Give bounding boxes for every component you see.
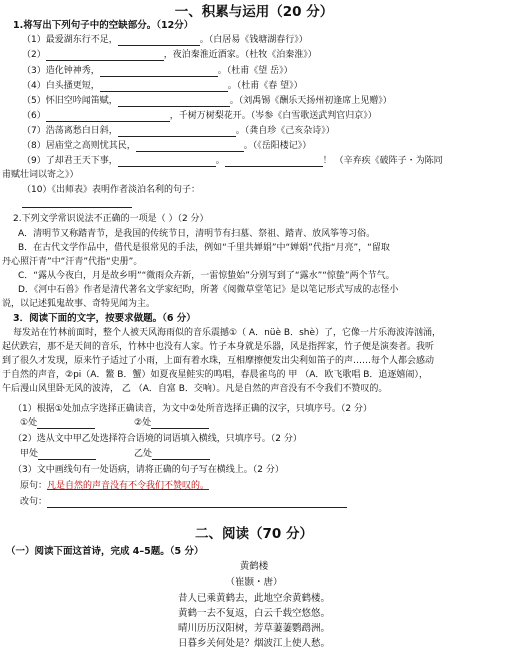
q1-item-9-continued: 甫赋壮词以寄之》）: [2, 170, 79, 180]
q1-item-6: （6） ，千树万树梨花开。（岑参《白雪歌送武判官归京》）: [22, 111, 377, 121]
poem-line: 晴川历历汉阳树，芳草萋萋鹦鹉洲。: [177, 623, 330, 634]
answer-blank[interactable]: [225, 156, 323, 167]
q2-option-a: A．清明节又称踏青节，是我国的传统节日，清明节有扫墓、祭祖、踏青、放风筝等习俗。: [18, 229, 376, 239]
handwritten-answer: 凡是自然的声音没有不令我们不赞叹的。: [47, 481, 210, 491]
answer-blank[interactable]: [118, 156, 216, 167]
answer-blank[interactable]: [136, 141, 244, 152]
q2-heading: 2.下列文学常识说法不正确的一项是（ ）（2 分）: [13, 214, 209, 224]
q3-sub2-blank-1: 甲处: [20, 449, 96, 460]
q1-item-9: （9）了却君王天下事， 。 ！ （辛弃疾《破阵子・为陈同: [22, 156, 443, 166]
answer-blank[interactable]: [46, 111, 170, 122]
q1-item-7: （7）浩荡离愁白日斜， 。（龚自珍《己亥杂诗》）: [22, 126, 335, 136]
poem-author: （崔颢・唐）: [225, 577, 283, 588]
q3-passage-line: 于自然的声音，②pi（A．鳘 B．蟹）如夏夜星鲑实的鸣唱，春晨雀鸟的 甲 （A．欧飞歌唱 B．追逐嬉闹），: [2, 370, 428, 380]
answer-blank[interactable]: [118, 35, 200, 46]
poem-line: 昔人已乘黄鹤去，此地空余黄鹤楼。: [177, 593, 330, 604]
answer-blank[interactable]: [118, 126, 236, 137]
q3-sub3: （3）文中画线句有一处语病，请将正确的句子写在横线上。（2 分）: [13, 465, 284, 475]
q1-item-4: （4）白头搔更短， 。（杜甫《春 望》）: [22, 81, 303, 91]
q1-item-2: （2） ，夜泊秦淮近酒家。（杜牧《泊秦淮》）: [22, 50, 317, 60]
q3-sub1-blank-2: ②处: [134, 418, 209, 429]
poem-line: 黄鹤一去不复返，白云千载空悠悠。: [177, 608, 330, 619]
section2-title: 二、阅读（70 分）: [195, 526, 313, 542]
q3-sub2-blank-2: 乙处: [134, 449, 210, 460]
q1-item-8: （8）居庙堂之高则忧其民， 。（《岳阳楼记》）: [22, 141, 312, 151]
q3-original-sentence: 原句：凡是自然的声音没有不令我们不赞叹的。: [20, 481, 210, 491]
q1-item-1: （1）最爱湖东行不足， 。（白居易《钱塘湖春行》）: [22, 35, 308, 45]
q2-option-b-cont: 丹心照汗青”中“汗青”代指“史册”。: [2, 257, 143, 267]
q3-revised-sentence: 改句：: [20, 497, 347, 508]
answer-blank[interactable]: [46, 50, 164, 61]
q3-sub2: （2）选从文中甲乙处选择符合语境的词语填入横线，只填序号。（2 分）: [13, 434, 302, 444]
q3-passage-line: 每发站在竹林前面时，整个人被天风海雨似的音乐震撼①（ A．nüè B．shè）了，它像一片乐海波涛汹涌，: [13, 328, 441, 338]
answer-blank[interactable]: [100, 66, 218, 77]
answer-blank[interactable]: [47, 497, 347, 508]
q1-item-10: （10）《出师表》表明作者淡泊名利的句子：: [22, 185, 200, 195]
poem-line: 日暮乡关何处是？烟波江上使人愁。: [177, 638, 330, 649]
answer-blank[interactable]: [118, 96, 230, 107]
q1-heading: 1.将写出下列句子中的空缺部分。（12分）: [13, 20, 194, 31]
q2-option-b: B．在古代文学作品中，借代是很常见的手法，例如“千里共婵娟”中“婵娟”代指“月亮”，“留取: [18, 243, 390, 253]
q3-sub1: （1）根据①处加点字选择正确读音，为文中②处所音选择正确的汉字，只填序号。（2 分）: [13, 404, 372, 414]
poem-title: 黄鹤楼: [239, 561, 269, 572]
q2-option-c: C．“露从今夜白，月是故乡明”“微雨众卉新，一雷惊蛰始”分别写到了“露水”“惊蛰”两个节气。: [18, 271, 395, 281]
q2-option-d-cont: 说，以记述狐鬼故事、奇特见闻为主。: [2, 299, 156, 309]
q3-passage-line: 起伏跌宕，那不是天间的音乐，竹林中也没有人家。竹子本身就是乐器，风是指挥家，竹子便是演奏者。我听: [2, 342, 435, 352]
q4-5-heading: （一）阅读下面这首诗，完成 4–5题。（5 分）: [6, 546, 204, 557]
q1-item-5: （5）怀旧空吟闻笛赋， 。（刘禹锡《酬乐天扬州初逢席上见赠》）: [22, 96, 392, 106]
q3-passage-line: 午后漫山风里卧无风的波涛， 乙 （A．自富 B．交响）。凡是自然的声音没有不令我们不赞叹的。: [2, 384, 388, 394]
q2-option-d: D．《河中石兽》作者是清代著名文学家纪昀，所著《阅微草堂笔记》是以笔记形式写成的志怪小: [18, 285, 399, 295]
section1-title: 一、积累与运用（20 分）: [174, 4, 334, 20]
q3-sub1-blank-1: ①处: [20, 418, 95, 429]
q3-passage-line: 到了很久才发现，原来竹子适过了小雨，上面有着水珠，互相摩擦便发出尖利如笛子的声……每个人都会感动: [2, 356, 435, 366]
q1-item-10-blank[interactable]: [22, 197, 132, 208]
q3-heading: 3．阅读下面的文字，按要求做题。（6 分）: [13, 313, 196, 324]
q1-item-3: （3）造化钟神秀， 。（杜甫《望 岳》）: [22, 66, 293, 76]
answer-blank[interactable]: [100, 81, 228, 92]
